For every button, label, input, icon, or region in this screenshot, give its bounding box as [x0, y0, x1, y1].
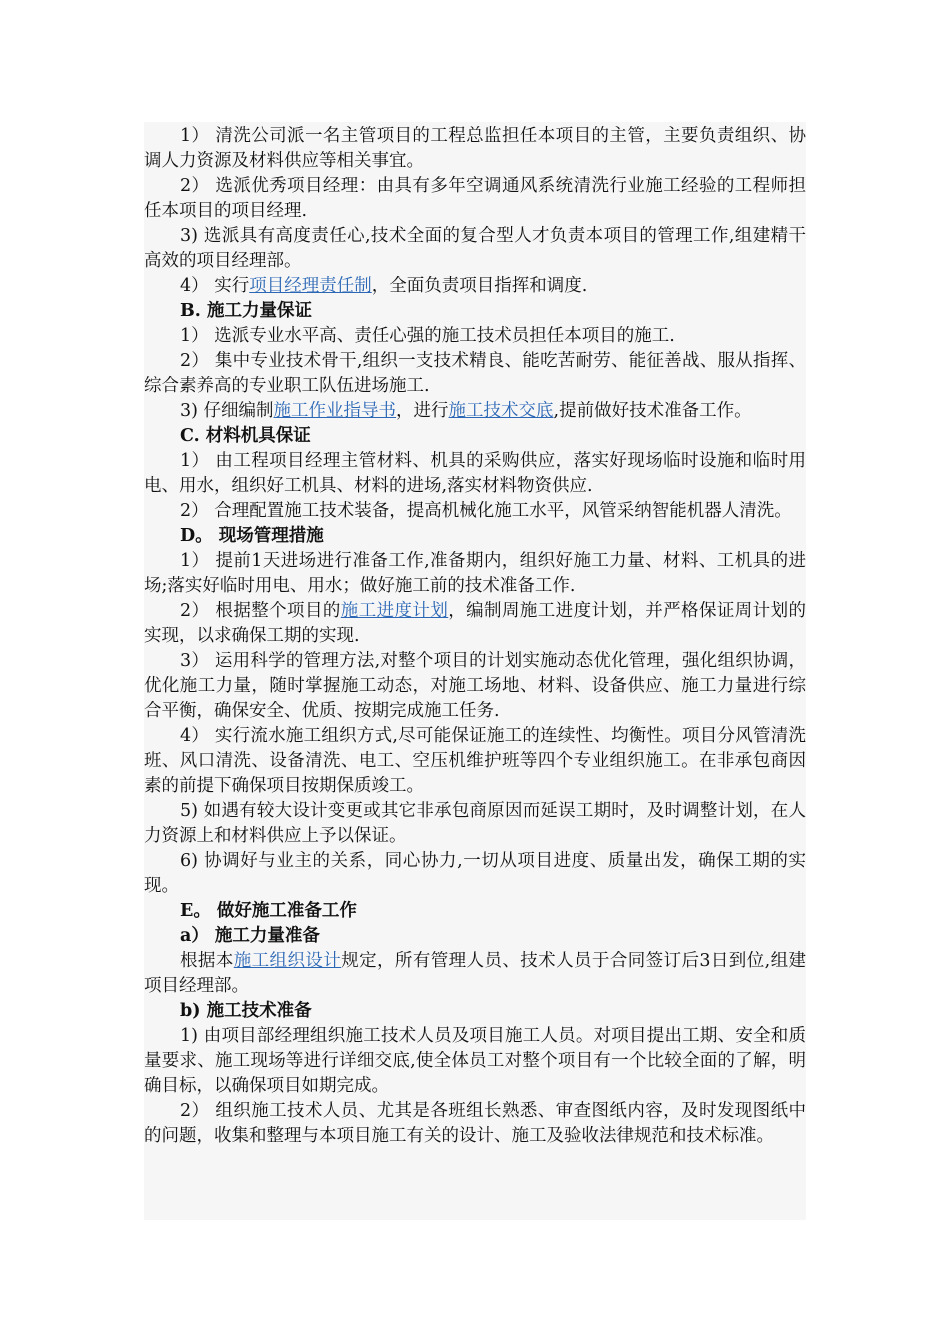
hyperlink[interactable]: 施工技术交底: [448, 401, 554, 421]
section-heading: [144, 899, 806, 924]
text-run: ，进行: [396, 401, 449, 421]
text-run: a） 施工力量准备: [180, 926, 320, 946]
section-heading: [144, 999, 806, 1024]
hyperlink[interactable]: 施工作业指导书: [273, 401, 397, 421]
paragraph: [144, 499, 806, 524]
text-run: C. 材料机具保证: [180, 426, 311, 446]
paragraph: [144, 649, 806, 724]
hyperlink[interactable]: 项目经理责任制: [249, 276, 372, 296]
text-run: D。 现场管理措施: [180, 526, 324, 546]
paragraph: [144, 124, 806, 174]
section-heading: [144, 924, 806, 949]
text-run: 2） 选派优秀项目经理：由具有多年空调通风系统清洗行业施工经验的工程师担任本项目的项目经理.: [144, 176, 806, 221]
paragraph: [144, 224, 806, 274]
paragraph: [144, 549, 806, 599]
paragraph: [144, 449, 806, 499]
text-run: b) 施工技术准备: [180, 1001, 312, 1021]
text-run: 1） 选派专业水平高、责任心强的施工技术员担任本项目的施工.: [180, 326, 675, 346]
text-run: 2） 合理配置施工技术装备，提高机械化施工水平，风管采纳智能机器人清洗。: [180, 501, 792, 521]
text-run: 3) 仔细编制: [180, 401, 274, 421]
paragraph: [144, 949, 806, 999]
paragraph: [144, 274, 806, 299]
paragraph: [144, 349, 806, 399]
text-run: 3） 运用科学的管理方法,对整个项目的计划实施动态优化管理，强化组织协调， 优化施工力量，随时掌握施工动态，对施工场地、材料、设备供应、施工力量进行综合平衡，确保安全、优质、按期完成施工任务.: [144, 651, 806, 721]
paragraph: [144, 174, 806, 224]
paragraph: [144, 849, 806, 899]
text-run: 6) 协调好与业主的关系，同心协力,一切从项目进度、质量出发，确保工期的实现。: [144, 851, 806, 896]
text-run: 根据本: [180, 951, 234, 971]
section-heading: [144, 524, 806, 549]
text-run: ，编制周施工进度计划，并严格保证周计划的实现，以求确保工期的实现.: [144, 601, 806, 646]
text-run: 2） 组织施工技术人员、尤其是各班组长熟悉、审查图纸内容，及时发现图纸中的问题，收集和整理与本项目施工有关的设计、施工及验收法律规范和技术标准。: [144, 1101, 806, 1146]
text-run: 3) 选派具有高度责任心,技术全面的复合型人才负责本项目的管理工作,组建精干高效的项目经理部。: [144, 226, 806, 271]
paragraph: [144, 399, 806, 424]
text-run: 1） 清洗公司派一名主管项目的工程总监担任本项目的主管，主要负责组织、协调人力资源及材料供应等相关事宜。: [144, 126, 806, 171]
section-heading: [144, 299, 806, 324]
paragraph: [144, 324, 806, 349]
text-run: ，全面负责项目指挥和调度.: [371, 276, 588, 296]
paragraph: [144, 1024, 806, 1099]
text-run: 规定，所有管理人员、技术人员于合同签订后3日到位,组建项目经理部。: [144, 951, 807, 996]
text-run: 5) 如遇有较大设计变更或其它非承包商原因而延误工期时，及时调整计划，在人力资源上和材料供应上予以保证。: [144, 801, 806, 846]
hyperlink[interactable]: 施工组织设计: [233, 951, 342, 971]
paragraph: [144, 799, 806, 849]
text-run: 4） 实行流水施工组织方式,尽可能保证施工的连续性、均衡性。项目分风管清洗班、风口清洗、设备清洗、电工、空压机维护班等四个专业组织施工。在非承包商因素的前提下确保项目按期保质竣工。: [144, 726, 806, 796]
hyperlink[interactable]: 施工进度计划: [340, 601, 449, 621]
text-run: 4） 实行: [180, 276, 250, 296]
paragraph: [144, 724, 806, 799]
text-run: E。 做好施工准备工作: [180, 901, 357, 921]
document-body: [144, 124, 806, 1149]
text-run: 2） 集中专业技术骨干,组织一支技术精良、能吃苦耐劳、能征善战、服从指挥、综合素养高的专业职工队伍进场施工.: [144, 351, 806, 396]
text-run: 2） 根据整个项目的: [180, 601, 341, 621]
text-run: B. 施工力量保证: [180, 301, 312, 321]
paragraph: [144, 1099, 806, 1149]
text-run: 1) 由项目部经理组织施工技术人员及项目施工人员。对项目提出工期、安全和质量要求、施工现场等进行详细交底,使全体员工对整个项目有一个比较全面的了解，明确目标，以确保项目如期完成。: [144, 1026, 806, 1096]
paragraph: [144, 599, 806, 649]
text-run: 1） 由工程项目经理主管材料、机具的采购供应，落实好现场临时设施和临时用电、用水，组织好工机具、材料的进场,落实材料物资供应.: [144, 451, 806, 496]
section-heading: [144, 424, 806, 449]
text-run: 1） 提前1天进场进行准备工作,准备期内，组织好施工力量、材料、工机具的进场;落实好临时用电、用水；做好施工前的技术准备工作.: [144, 551, 806, 596]
text-run: ,提前做好技术准备工作。: [553, 401, 752, 421]
